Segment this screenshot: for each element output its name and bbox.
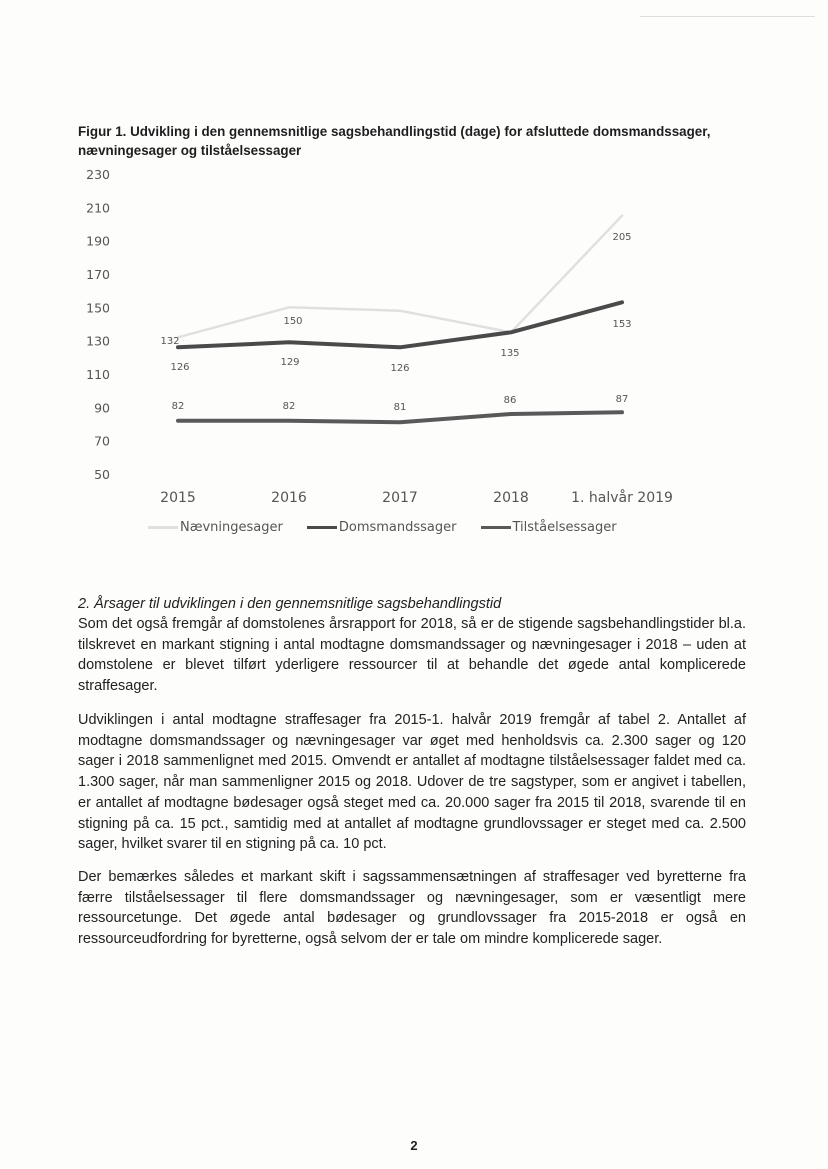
series-line-3	[178, 412, 622, 422]
chart-legend	[148, 520, 617, 535]
paragraph-3: Der bemærkes således et markant skift i sagssammensætningen af straffesager ved byretterne fra færre tilståelsessager til flere domsmandssager og nævningesager, som er væsentligt mere ressourcetunge. Det øgede antal bødesager og grundlovssager fra 2015-2018 er også en ressourceudfordring for byretterne, også selvom der er tale om mindre komplicerede sager.	[78, 869, 746, 948]
x-tick-label: 2015	[160, 490, 196, 506]
y-tick-label: 150	[86, 300, 110, 316]
data-label: 126	[390, 363, 410, 374]
page-number: 2	[410, 1138, 418, 1153]
x-tick-label: 2017	[382, 490, 418, 506]
y-tick-label: 90	[94, 400, 110, 416]
legend-label-tilstaaelsessager: Tilståelsessager	[512, 520, 617, 535]
data-label: 81	[393, 402, 407, 413]
legend-item-domsmandssager	[307, 520, 457, 535]
data-label: 126	[170, 362, 190, 373]
data-label: 82	[282, 401, 296, 412]
data-label: 82	[171, 401, 185, 412]
x-tick-label: 2018	[493, 490, 529, 506]
data-label: 87	[615, 394, 629, 405]
legend-label-domsmandssager: Domsmandssager	[338, 520, 457, 535]
y-tick-label: 170	[86, 267, 110, 282]
y-tick-label: 230	[86, 167, 110, 182]
data-label: 86	[503, 395, 517, 406]
legend-label-naevningesager: Nævningesager	[180, 520, 283, 535]
legend-item-tilstaaelsessager	[481, 520, 617, 535]
x-tick-label: 1. halvår 2019	[571, 490, 673, 506]
y-tick-label: 110	[86, 367, 110, 382]
data-label: 205	[612, 232, 632, 243]
y-tick-label: 130	[86, 333, 110, 349]
data-label: 132	[160, 336, 180, 347]
data-label: 129	[280, 357, 300, 368]
paragraph-2: Udviklingen i antal modtagne straffesager fra 2015-1. halvår 2019 fremgår af tabel 2. Antallet af modtagne domsmandssager og nævningesager var øget med henholdsvis ca. 2.300 sager og 120 sager i 2018 sammenlignet med 2015. Omvendt er antallet af modtagne tilståelsessager faldet med ca. 1.300 sager, når man sammenligner 2015 og 2018. Udover de tre sagstyper, som er angivet i tabellen, er antallet af modtagne bødesager også steget med ca. 20.000 sager fra 2015 til 2018, svarende til en stigning på ca. 15 pct., samtidig med at antallet af modtagne grundlovssager er steget med ca. 2.500 sager, hvilket svarer til en stigning på ca. 10 pct.	[78, 712, 746, 853]
legend-swatch-naevningesager	[148, 526, 178, 529]
y-tick-label: 210	[86, 200, 110, 216]
legend-swatch-tilstaaelsessager	[481, 526, 511, 529]
legend-item-naevningesager	[148, 520, 283, 535]
data-label: 135	[500, 348, 520, 359]
legend-swatch-domsmandssager	[307, 526, 337, 529]
section-heading: 2. Årsager til udviklingen i den gennemsnitlige sagsbehandlingstid	[78, 596, 502, 612]
y-tick-label: 190	[86, 233, 110, 249]
line-chart	[0, 0, 828, 560]
x-tick-label: 2016	[271, 490, 307, 506]
data-label: 153	[612, 319, 632, 330]
paragraph-1: Som det også fremgår af domstolenes årsrapport for 2018, så er de stigende sagsbehandlingstider bl.a. tilskrevet en markant stigning i antal modtagne domsmandssager og nævningesager i 2018 – uden at domstolene er blevet tilført yderligere ressourcer til at behandle det øgede antal komplicerede straffesager.	[78, 616, 746, 695]
y-tick-label: 70	[94, 433, 110, 449]
figure-title: Figur 1. Udvikling i den gennemsnitlige sagsbehandlingstid (dage) for afsluttede domsmandssager, nævningesager og tilståelsessager	[78, 124, 711, 158]
y-tick-label: 50	[94, 467, 110, 482]
data-label: 150	[283, 316, 303, 327]
series-line-2	[178, 302, 622, 347]
